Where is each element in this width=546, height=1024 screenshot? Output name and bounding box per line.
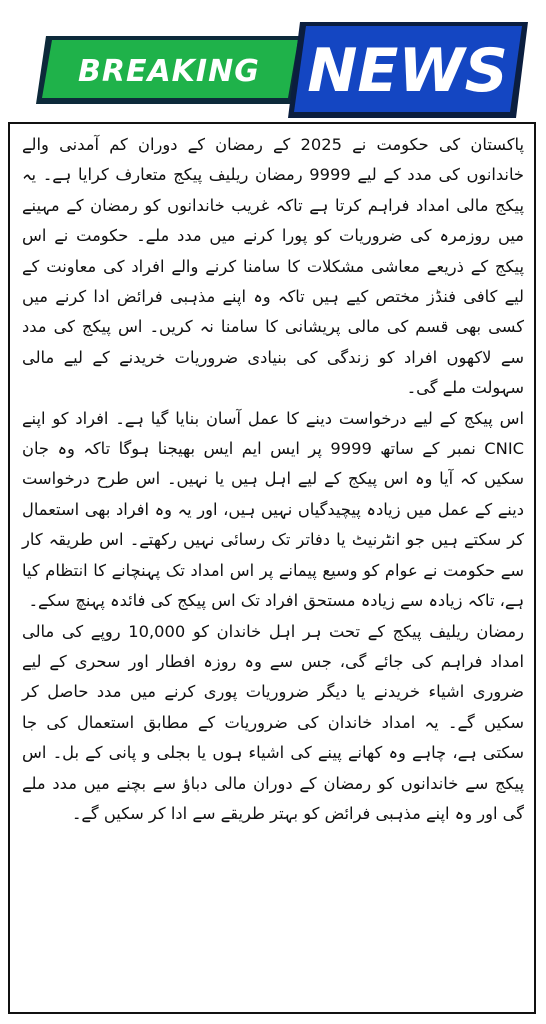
news-label: NEWS xyxy=(307,36,508,106)
breaking-label: BREAKING xyxy=(78,54,260,89)
article-body xyxy=(22,130,524,1010)
article-paragraph: پاکستان کی حکومت نے 2025 کے رمضان کے دوران کم آمدنی والے خاندانوں کی مدد کے لیے 9999 رمضان ریلیف پیکج متعارف کرایا ہے۔ یہ پیکج مالی امداد فراہم کرتا ہے تاکہ غریب خاندانوں کو رمضان کے مہینے میں روزمرہ کی ضروریات کو پورا کرنے میں مدد ملے۔ حکومت نے اس پیکج کے ذریعے معاشی مشکلات کا سامنا کرنے والے افراد کی معاونت کے لیے کافی فنڈز مختص کیے ہیں تاکہ وہ اپنے مذہبی فرائض ادا کرنے میں کسی بھی قسم کی مالی پریشانی کا سامنا نہ کریں۔ اس پیکج کی مدد سے لاکھوں افراد کو زندگی کی بنیادی ضروریات خریدنے کے لیے مالی سہولت ملے گی۔ xyxy=(22,135,524,398)
article-paragraph: رمضان ریلیف پیکج کے تحت ہر اہل خاندان کو 10,000 روپے کی مالی امداد فراہم کی جائے گی، جس سے وہ روزہ افطار اور سحری کے لیے ضروری اشیاء خریدنے یا دیگر ضروریات پوری کرنے میں مدد حاصل کر سکیں گے۔ یہ امداد خاندان کی ضروریات کے مطابق استعمال کی جا سکتی ہے، چاہے وہ کھانے پینے کی اشیاء ہوں یا بجلی و پانی کے بل۔ اس پیکج سے خاندانوں کو رمضان کے دوران مالی دباؤ سے بچنے میں مدد ملے گی اور وہ اپنے مذہبی فرائض کو بہتر طریقے سے ادا کر سکیں گے۔ xyxy=(22,621,524,823)
breaking-news-banner xyxy=(0,0,546,120)
article-paragraph: اس پیکج کے لیے درخواست دینے کا عمل آسان بنایا گیا ہے۔ افراد کو اپنے CNIC نمبر کے ساتھ 9999 پر ایس ایم ایس بھیجنا ہوگا تاکہ وہ جان سکیں کہ آیا وہ اس پیکج کے لیے اہل ہیں یا نہیں۔ اس طرح درخواست دینے کے عمل میں زیادہ پیچیدگیاں نہیں ہیں، اور یہ وہ افراد بھی استعمال کر سکتے ہیں جو انٹرنیٹ یا دفاتر تک رسائی نہیں رکھتے۔ اس طریقہ کار سے حکومت نے عوام کو وسیع پیمانے پر اس امداد تک پہنچانے کا انتظام کیا ہے، تاکہ زیادہ سے زیادہ مستحق افراد تک اس پیکج کی فائدہ پہنچ سکے۔ xyxy=(22,408,524,611)
